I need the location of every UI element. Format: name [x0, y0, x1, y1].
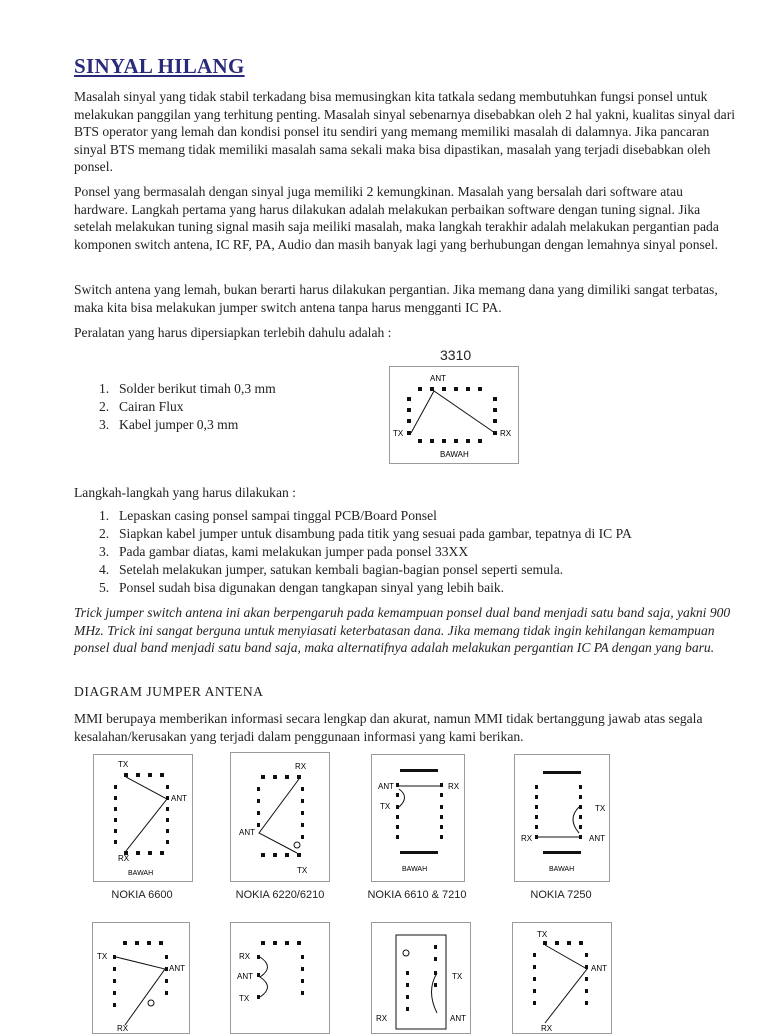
page-title: SINYAL HILANG: [74, 54, 245, 78]
list-item: 5. Ponsel sudah bisa digunakan dengan tangkapan sinyal yang lebih baik.: [99, 580, 505, 595]
svg-text:BAWAH: BAWAH: [440, 450, 469, 459]
svg-text:ANT: ANT: [450, 1014, 466, 1023]
svg-text:TX: TX: [595, 804, 606, 813]
diagram-row2-3: [371, 922, 471, 1034]
svg-text:TX: TX: [452, 972, 463, 981]
list-item: 1. Lepaskan casing ponsel sampai tinggal PCB/Board Ponsel: [99, 508, 437, 523]
list-item: 3. Pada gambar diatas, kami melakukan jumper pada ponsel 33XX: [99, 544, 469, 559]
paragraph-switch-antena: Switch antena yang lemah, bukan berarti harus dilakukan pergantian. Jika memang dana yang dimiliki sangat terbatas, maka kita bisa melakukan jumper switch antena tanpa harus mengganti IC PA.: [74, 282, 718, 315]
svg-text:BAWAH: BAWAH: [128, 870, 154, 877]
paragraph-causes: Ponsel yang bermasalah dengan sinyal juga memiliki 2 kemungkinan. Masalah yang bersalah dari software atau hardware. Langkah pertama yang harus dilakukan adalah melakukan perbaikan software dengan tuning signal. Jika setelah melakukan tuning signal masih saja meiliki masalah, maka langkah terakhir adalah melakukan pergantian pada komponen switch antena, IC RF, PA, Audio dan masih banyak lagi yang berhubungan dengan lemahnya sinyal ponsel.: [74, 184, 719, 252]
svg-text:TX: TX: [97, 952, 108, 961]
diagram-nokia-7250: [514, 754, 610, 882]
diagram-nokia-6600: [93, 754, 193, 882]
svg-text:ANT: ANT: [239, 828, 255, 837]
diagram-row2-4: [512, 922, 612, 1034]
tools-list: [74, 380, 276, 434]
svg-text:RX: RX: [118, 854, 130, 863]
svg-text:TX: TX: [393, 429, 404, 438]
svg-text:RX: RX: [117, 1024, 129, 1033]
svg-text:ANT: ANT: [591, 964, 607, 973]
svg-text:ANT: ANT: [378, 782, 394, 791]
svg-text:RX: RX: [239, 952, 251, 961]
svg-text:TX: TX: [380, 802, 391, 811]
paragraph-tools-intro: Peralatan yang harus dipersiapkan terlebih dahulu adalah :: [74, 325, 392, 340]
steps-list: [74, 507, 632, 597]
svg-text:BAWAH: BAWAH: [549, 866, 575, 873]
paragraph-disclaimer: MMI berupaya memberikan informasi secara lengkap dan akurat, namun MMI tidak bertanggung jawab atas segala kesalahan/kerusakan yang terjadi dalam penggunaan informasi yang kami berikan.: [74, 711, 703, 744]
paragraph-trick-note: Trick jumper switch antena ini akan berpengaruh pada kemampuan ponsel dual band menjadi satu band saja, yakni 900 MHz. Trick ini sangat berguna untuk menyiasati keterbatasan dana. Jika memang tidak ingin kehilangan kemampuan ponsel dual band menjadi satu band saja, maka alternatifnya adalah melakukan pergantian IC PA dengan yang baru.: [74, 605, 731, 656]
diagram-nokia-6220: [230, 752, 330, 882]
svg-text:RX: RX: [500, 429, 512, 438]
svg-text:BAWAH: BAWAH: [402, 866, 428, 873]
diagram-3310-title: 3310: [440, 347, 472, 363]
svg-text:ANT: ANT: [171, 794, 187, 803]
svg-text:TX: TX: [537, 930, 548, 939]
diagram-nokia-6610: [371, 754, 465, 882]
diagram-row2-1: [92, 922, 190, 1034]
svg-text:RX: RX: [541, 1024, 553, 1033]
list-item: 3. Kabel jumper 0,3 mm: [99, 417, 239, 432]
diagram-row2-2: [230, 922, 330, 1034]
svg-text:RX: RX: [376, 1014, 388, 1023]
caption-nokia-6220: NOKIA 6220/6210: [235, 889, 325, 901]
svg-text:RX: RX: [448, 782, 460, 791]
list-item: 1. Solder berikut timah 0,3 mm: [99, 381, 276, 396]
svg-text:TX: TX: [297, 866, 308, 875]
caption-nokia-6610: NOKIA 6610 & 7210: [367, 889, 467, 901]
list-item: 2. Siapkan kabel jumper untuk disambung pada titik yang sesuai pada gambar, tepatnya di IC PA: [99, 526, 632, 541]
svg-text:RX: RX: [295, 762, 307, 771]
svg-text:ANT: ANT: [169, 964, 185, 973]
paragraph-steps-intro: Langkah-langkah yang harus dilakukan :: [74, 485, 296, 500]
list-item: 4. Setelah melakukan jumper, satukan kembali bagian-bagian ponsel seperti semula.: [99, 562, 564, 577]
caption-nokia-7250: NOKIA 7250: [530, 889, 592, 901]
svg-text:ANT: ANT: [589, 834, 605, 843]
svg-text:RX: RX: [521, 834, 533, 843]
svg-text:TX: TX: [239, 994, 250, 1003]
list-item: 2. Cairan Flux: [99, 399, 184, 414]
caption-nokia-6600: NOKIA 6600: [111, 889, 173, 901]
svg-text:ANT: ANT: [237, 972, 253, 981]
section-heading-diagram: DIAGRAM JUMPER ANTENA: [74, 684, 264, 699]
svg-text:ANT: ANT: [430, 374, 446, 383]
diagram-3310: [389, 366, 519, 464]
paragraph-intro: Masalah sinyal yang tidak stabil terkadang bisa memusingkan kita tatkala sedang membutuhkan fungsi ponsel untuk melakukan panggilan yang terhitung penting. Masalah sinyal sebenarnya disebabkan oleh 2 hal yakni, kualitas sinyal dari BTS operator yang lemah dan kondisi ponsel itu sendiri yang memang memiliki masalah di dalamnya. Jika pancaran sinyal BTS memang tidak memiliki masalah sama sekali maka bisa dipastikan, masalah yang terjadi disebabkan oleh ponsel.: [74, 89, 736, 175]
svg-text:TX: TX: [118, 760, 129, 769]
